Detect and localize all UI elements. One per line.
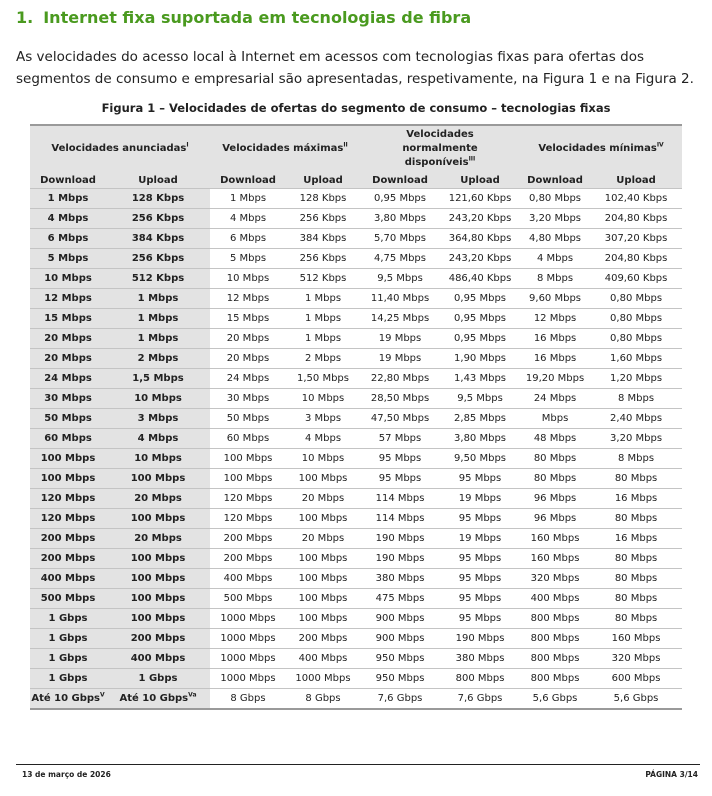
table-cell: 100 Mbps (286, 469, 360, 489)
table-cell: 1,50 Mbps (286, 369, 360, 389)
intro-paragraph: As velocidades do acesso local à Internet em acessos com tecnologias fixas para ofertas dos segmentos de consumo e empresarial são apresentadas, respetivamente, na Figura 1 e na Figura 2. (16, 49, 694, 87)
table-cell: 100 Mbps (286, 549, 360, 569)
table-cell: 10 Mbps (286, 449, 360, 469)
table-cell: 8 Gbps (210, 689, 286, 710)
table-cell: 10 Mbps (286, 389, 360, 409)
table-row (30, 529, 682, 549)
table-cell: 100 Mbps (286, 609, 360, 629)
column-header: Download (210, 172, 286, 189)
table-cell: 80 Mbps (520, 449, 590, 469)
table-cell: 800 Mbps (520, 629, 590, 649)
table-cell: 19 Mbps (360, 349, 440, 369)
table-cell: 9,5 Mbps (360, 269, 440, 289)
table-cell: 20 Mbps (30, 349, 106, 369)
table-row (30, 689, 682, 710)
group-header-label: Velocidades máximas (222, 143, 344, 154)
table-cell: 128 Kbps (106, 189, 210, 209)
table-cell: 20 Mbps (210, 329, 286, 349)
table-cell: 50 Mbps (210, 409, 286, 429)
table-cell: 120 Mbps (30, 509, 106, 529)
table-cell: 900 Mbps (360, 609, 440, 629)
table-subheader (30, 172, 682, 189)
table-cell: 30 Mbps (210, 389, 286, 409)
table-cell: 4 Mbps (106, 429, 210, 449)
table-cell: 950 Mbps (360, 649, 440, 669)
section-title: Internet fixa suportada em tecnologias de fibra (43, 8, 472, 27)
table-cell: 600 Mbps (590, 669, 682, 689)
table-cell: 1,43 Mbps (440, 369, 520, 389)
figure-caption: Figura 1 – Velocidades de ofertas do segmento de consumo – tecnologias fixas (101, 101, 611, 115)
table-cell: 100 Mbps (30, 469, 106, 489)
table-cell: 8 Mbps (590, 449, 682, 469)
table-row (30, 309, 682, 329)
table-cell: 15 Mbps (30, 309, 106, 329)
table-cell: 200 Mbps (106, 629, 210, 649)
table-cell: 24 Mbps (520, 389, 590, 409)
table-row (30, 469, 682, 489)
column-header: Upload (440, 172, 520, 189)
speed-table (30, 124, 682, 710)
group-header-label: Velocidades anunciadas (51, 143, 187, 154)
table-cell: 3,20 Mbps (520, 209, 590, 229)
table-row (30, 349, 682, 369)
table-cell: 9,5 Mbps (440, 389, 520, 409)
table-cell: 3,20 Mbps (590, 429, 682, 449)
table-cell: 5,6 Gbps (520, 689, 590, 710)
table-cell: 14,25 Mbps (360, 309, 440, 329)
table-cell: 95 Mbps (440, 569, 520, 589)
table-cell: 95 Mbps (360, 449, 440, 469)
table-cell: 100 Mbps (286, 589, 360, 609)
table-cell: 0,95 Mbps (360, 189, 440, 209)
table-cell: 380 Mbps (440, 649, 520, 669)
table-cell: 100 Mbps (106, 569, 210, 589)
table-cell: 0,80 Mbps (590, 309, 682, 329)
table-cell: 4 Mbps (30, 209, 106, 229)
table-cell: 1 Mbps (286, 289, 360, 309)
table-cell: 6 Mbps (30, 229, 106, 249)
table-cell: 19 Mbps (440, 489, 520, 509)
table-row (30, 229, 682, 249)
table-cell: 95 Mbps (440, 469, 520, 489)
section-number: 1. (16, 8, 34, 27)
table-cell: 1000 Mbps (286, 669, 360, 689)
table-cell: 1 Mbps (30, 189, 106, 209)
column-header: Download (520, 172, 590, 189)
table-cell: 6 Mbps (210, 229, 286, 249)
table-cell: 80 Mbps (520, 469, 590, 489)
table-cell: 19,20 Mbps (520, 369, 590, 389)
table-cell: 2,85 Mbps (440, 409, 520, 429)
table-cell: 190 Mbps (440, 629, 520, 649)
table-cell: 95 Mbps (440, 509, 520, 529)
table-cell: 0,80 Mbps (590, 289, 682, 309)
table-cell: 12 Mbps (30, 289, 106, 309)
table-cell: 2 Mbps (286, 349, 360, 369)
table-cell: 20 Mbps (286, 489, 360, 509)
table-cell: 160 Mbps (520, 529, 590, 549)
table-cell: 800 Mbps (520, 669, 590, 689)
table-cell: 9,50 Mbps (440, 449, 520, 469)
group-header (360, 125, 520, 172)
table-cell: 50 Mbps (30, 409, 106, 429)
table-row (30, 209, 682, 229)
table-cell: 7,6 Gbps (360, 689, 440, 710)
table-cell: 128 Kbps (286, 189, 360, 209)
table-cell: 380 Mbps (360, 569, 440, 589)
table-cell: 0,80 Mbps (590, 329, 682, 349)
table-cell: 100 Mbps (210, 469, 286, 489)
footer-divider (16, 764, 700, 765)
table-cell: 10 Mbps (210, 269, 286, 289)
table-cell: 95 Mbps (440, 549, 520, 569)
column-header: Download (30, 172, 106, 189)
table-cell: 12 Mbps (520, 309, 590, 329)
table-cell: 3 Mbps (286, 409, 360, 429)
table-row (30, 549, 682, 569)
table-cell: 8 Mbps (520, 269, 590, 289)
table-cell: 114 Mbps (360, 489, 440, 509)
table-cell: 200 Mbps (210, 529, 286, 549)
table-row (30, 629, 682, 649)
table-cell: 204,80 Kbps (590, 209, 682, 229)
table-cell: 100 Mbps (30, 449, 106, 469)
cell-text: Até 10 Gbps (31, 693, 100, 704)
table-cell: 100 Mbps (106, 589, 210, 609)
table-cell: Mbps (520, 409, 590, 429)
table-cell: 100 Mbps (286, 509, 360, 529)
table-cell: 22,80 Mbps (360, 369, 440, 389)
table-cell: 160 Mbps (590, 629, 682, 649)
table-cell: 190 Mbps (360, 549, 440, 569)
footnote-marker: III (468, 155, 476, 163)
table-cell: 200 Mbps (30, 529, 106, 549)
table-cell: 384 Kbps (286, 229, 360, 249)
table-cell: 100 Mbps (286, 569, 360, 589)
group-header-label: Velocidades mínimas (538, 143, 657, 154)
table-cell: 200 Mbps (30, 549, 106, 569)
table-cell: 16 Mbps (590, 489, 682, 509)
table-cell: 256 Kbps (286, 209, 360, 229)
table-cell: 3 Mbps (106, 409, 210, 429)
table-cell: 320 Mbps (520, 569, 590, 589)
table-cell: 2,40 Mbps (590, 409, 682, 429)
table-cell: 24 Mbps (30, 369, 106, 389)
table-cell: 19 Mbps (440, 529, 520, 549)
table-cell: 5 Mbps (30, 249, 106, 269)
table-cell: 120 Mbps (210, 509, 286, 529)
table-cell: 256 Kbps (106, 249, 210, 269)
table-cell: 10 Mbps (106, 449, 210, 469)
table-row (30, 289, 682, 309)
table-cell: 100 Mbps (106, 609, 210, 629)
table-cell: 16 Mbps (590, 529, 682, 549)
table-cell: 200 Mbps (210, 549, 286, 569)
table-cell: 243,20 Kbps (440, 209, 520, 229)
table-cell: 800 Mbps (520, 609, 590, 629)
table-row (30, 369, 682, 389)
table-cell: 95 Mbps (440, 609, 520, 629)
section-heading (16, 8, 471, 27)
table-cell: 0,95 Mbps (440, 329, 520, 349)
table-cell: 475 Mbps (360, 589, 440, 609)
footnote-marker: II (343, 141, 348, 149)
table-cell: 9,60 Mbps (520, 289, 590, 309)
table-cell: 307,20 Kbps (590, 229, 682, 249)
table-cell: 256 Kbps (286, 249, 360, 269)
table-cell: 80 Mbps (590, 589, 682, 609)
table-cell: 1 Mbps (286, 309, 360, 329)
table-body (30, 189, 682, 710)
table-cell: 100 Mbps (210, 449, 286, 469)
table-cell: 243,20 Kbps (440, 249, 520, 269)
table-cell: 4 Mbps (210, 209, 286, 229)
table-cell: 100 Mbps (106, 549, 210, 569)
table-row (30, 589, 682, 609)
table-cell: 384 Kbps (106, 229, 210, 249)
table-cell: 7,6 Gbps (440, 689, 520, 710)
table-cell: 512 Kbps (106, 269, 210, 289)
table-row (30, 669, 682, 689)
table-cell: 1 Mbps (106, 309, 210, 329)
table-cell (30, 689, 106, 710)
table-row (30, 569, 682, 589)
table-cell: 121,60 Kbps (440, 189, 520, 209)
table-cell: 19 Mbps (360, 329, 440, 349)
table-cell: 512 Kbps (286, 269, 360, 289)
table-cell: 20 Mbps (106, 489, 210, 509)
table-cell: 800 Mbps (520, 649, 590, 669)
table-cell: 486,40 Kbps (440, 269, 520, 289)
table-cell: 5,6 Gbps (590, 689, 682, 710)
table-cell: 20 Mbps (210, 349, 286, 369)
table-cell: 8 Mbps (590, 389, 682, 409)
table-cell: 48 Mbps (520, 429, 590, 449)
table-cell: 114 Mbps (360, 509, 440, 529)
table-cell: 4 Mbps (520, 249, 590, 269)
table-row (30, 489, 682, 509)
table-row (30, 429, 682, 449)
table-cell: 102,40 Kbps (590, 189, 682, 209)
group-header-label: Velocidades normalmente disponíveis (402, 129, 478, 168)
table-cell: 100 Mbps (106, 509, 210, 529)
table-cell: 400 Mbps (106, 649, 210, 669)
table-row (30, 329, 682, 349)
footnote-marker: V (100, 691, 105, 699)
table-cell: 1 Mbps (286, 329, 360, 349)
table-cell: 200 Mbps (286, 629, 360, 649)
table-cell: 96 Mbps (520, 509, 590, 529)
table-cell: 15 Mbps (210, 309, 286, 329)
table-cell: 1 Gbps (30, 649, 106, 669)
table-row (30, 649, 682, 669)
table-cell: 20 Mbps (106, 529, 210, 549)
table-cell: 60 Mbps (210, 429, 286, 449)
table-cell: 204,80 Kbps (590, 249, 682, 269)
table-cell: 1 Gbps (106, 669, 210, 689)
table-cell: 320 Mbps (590, 649, 682, 669)
table-cell: 12 Mbps (210, 289, 286, 309)
cell-text: Até 10 Gbps (119, 693, 189, 704)
table-cell: 5 Mbps (210, 249, 286, 269)
table-cell: 1 Gbps (30, 609, 106, 629)
table-cell: 1 Mbps (106, 289, 210, 309)
table-row (30, 189, 682, 209)
table-cell: 900 Mbps (360, 629, 440, 649)
table-cell: 1,20 Mbps (590, 369, 682, 389)
table-row (30, 609, 682, 629)
table-cell: 60 Mbps (30, 429, 106, 449)
group-header (30, 125, 210, 172)
table-cell: 47,50 Mbps (360, 409, 440, 429)
table-row (30, 269, 682, 289)
table-cell: 1,90 Mbps (440, 349, 520, 369)
table-cell: 4 Mbps (286, 429, 360, 449)
table-cell: 120 Mbps (30, 489, 106, 509)
table-cell: 160 Mbps (520, 549, 590, 569)
table-cell: 16 Mbps (520, 349, 590, 369)
column-header: Upload (590, 172, 682, 189)
table-cell: 190 Mbps (360, 529, 440, 549)
table-cell: 1 Gbps (30, 669, 106, 689)
table-cell: 3,80 Mbps (360, 209, 440, 229)
table-cell: 57 Mbps (360, 429, 440, 449)
footnote-marker: Va (188, 691, 197, 699)
table-cell: 10 Mbps (30, 269, 106, 289)
table-cell: 11,40 Mbps (360, 289, 440, 309)
table-cell: 364,80 Kbps (440, 229, 520, 249)
table-cell: 400 Mbps (286, 649, 360, 669)
column-header: Download (360, 172, 440, 189)
table-cell: 1,5 Mbps (106, 369, 210, 389)
table-cell: 400 Mbps (30, 569, 106, 589)
table-cell: 95 Mbps (440, 589, 520, 609)
table-cell: 80 Mbps (590, 569, 682, 589)
table-row (30, 509, 682, 529)
footer-date: 13 de março de 2026 (22, 770, 111, 779)
group-header (210, 125, 360, 172)
table-cell: 1 Mbps (210, 189, 286, 209)
footnote-marker: IV (656, 141, 664, 149)
table-cell: 100 Mbps (106, 469, 210, 489)
table-cell: 95 Mbps (360, 469, 440, 489)
group-header (520, 125, 682, 172)
table-group-header (30, 125, 682, 172)
table-cell: 950 Mbps (360, 669, 440, 689)
table-row (30, 249, 682, 269)
table-cell: 400 Mbps (210, 569, 286, 589)
table-cell: 500 Mbps (30, 589, 106, 609)
table-cell: 1000 Mbps (210, 669, 286, 689)
table-cell: 4,75 Mbps (360, 249, 440, 269)
table-cell: 0,95 Mbps (440, 309, 520, 329)
table-cell: 30 Mbps (30, 389, 106, 409)
table-cell: 400 Mbps (520, 589, 590, 609)
table-cell: 800 Mbps (440, 669, 520, 689)
column-header: Upload (106, 172, 210, 189)
table-cell: 80 Mbps (590, 509, 682, 529)
table-cell: 5,70 Mbps (360, 229, 440, 249)
table-cell: 500 Mbps (210, 589, 286, 609)
table-row (30, 409, 682, 429)
table-cell: 28,50 Mbps (360, 389, 440, 409)
table-cell: 409,60 Kbps (590, 269, 682, 289)
table-cell: 120 Mbps (210, 489, 286, 509)
table-cell: 24 Mbps (210, 369, 286, 389)
table-cell: 20 Mbps (30, 329, 106, 349)
table-cell: 2 Mbps (106, 349, 210, 369)
table-cell: 1000 Mbps (210, 609, 286, 629)
table-cell: 10 Mbps (106, 389, 210, 409)
table-cell: 8 Gbps (286, 689, 360, 710)
table-cell: 96 Mbps (520, 489, 590, 509)
table-cell: 1 Gbps (30, 629, 106, 649)
table-cell: 80 Mbps (590, 549, 682, 569)
table-cell: 0,80 Mbps (520, 189, 590, 209)
table-cell: 1000 Mbps (210, 629, 286, 649)
table-row (30, 389, 682, 409)
page-number: PÁGINA 3/14 (645, 770, 698, 779)
table-cell: 80 Mbps (590, 609, 682, 629)
table-cell: 20 Mbps (286, 529, 360, 549)
table-cell: 16 Mbps (520, 329, 590, 349)
table-row (30, 449, 682, 469)
table-cell: 80 Mbps (590, 469, 682, 489)
column-header: Upload (286, 172, 360, 189)
table-cell: 1000 Mbps (210, 649, 286, 669)
table-cell: 256 Kbps (106, 209, 210, 229)
table-cell: 1,60 Mbps (590, 349, 682, 369)
table-cell (106, 689, 210, 710)
footnote-marker: I (186, 141, 189, 149)
table-cell: 3,80 Mbps (440, 429, 520, 449)
table-cell: 4,80 Mbps (520, 229, 590, 249)
table-cell: 1 Mbps (106, 329, 210, 349)
table-cell: 0,95 Mbps (440, 289, 520, 309)
